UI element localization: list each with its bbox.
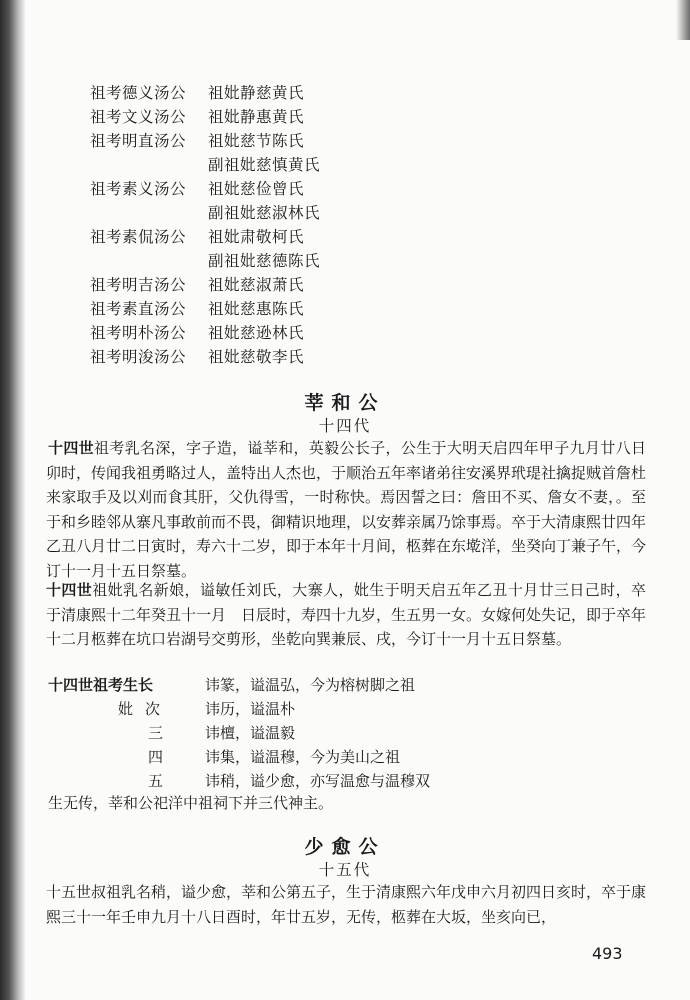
ancestor-row [90, 80, 320, 104]
ancestor-row [90, 296, 320, 320]
husband-name: 祖考德义汤公 [90, 84, 187, 102]
children-list [48, 672, 430, 792]
generation-lead: 十四世 [48, 439, 95, 457]
child-row [48, 696, 430, 720]
wife-name: 祖妣静惠黄氏 [208, 108, 305, 126]
wife-name: 副祖妣慈淑林氏 [208, 204, 321, 222]
generation-lead: 十四世 [46, 581, 93, 599]
husband-name: 祖考明朴汤公 [90, 324, 187, 342]
paragraph-text: 祖考乳名深，字子造，谥莘和，英毅公长子，公生于大明天启四年甲子九月廿八日卯时，传闻我祖勇略过人，盖特出人杰也，于顺治五年率诸弟往安溪界玳瑅社擒捉贼首詹杜来家取手及以刈而食其肝，父仇得雪，一时称快。焉因誓之曰：詹田不买、詹女不妻，。至于和乡睦邻从寨凡事敢前而不畏，御精识地理，以安葬亲属乃馀事焉。卒于大清康熙廿四年乙丑八月廿二日寅时，寿六十二岁，即于本年十月间，柩葬在东墘洋，坐癸向丁兼子午，今订十一月十五日祭墓。 [46, 439, 647, 580]
child-desc: 讳篆，谥温弘，今为榕树脚之祖 [205, 675, 416, 694]
child-relation: 五 [148, 771, 164, 790]
wife-name: 祖妣慈俭曾氏 [208, 180, 305, 198]
child-relation: 十四世祖考生长 [48, 675, 154, 694]
husband-name: 祖考文义汤公 [90, 108, 187, 126]
page-corner-shadow [676, 0, 690, 40]
husband-name: 祖考素直汤公 [90, 300, 187, 318]
ancestor-row [90, 224, 320, 248]
child-row [48, 672, 430, 696]
husband-name: 祖考明吉汤公 [90, 276, 187, 294]
husband-name: 祖考明直汤公 [90, 132, 187, 150]
section-title: 少愈公 [304, 836, 386, 858]
child-row [48, 720, 430, 744]
ancestor-row [90, 176, 320, 200]
child-relation: 四 [148, 747, 164, 766]
husband-name: 祖考素侃汤公 [90, 228, 187, 246]
ancestor-row [90, 248, 320, 272]
biography-paragraph [46, 578, 646, 652]
generation-label: 十四代 [318, 417, 372, 435]
ancestor-row [90, 104, 320, 128]
closing-note: 生无传，莘和公祀洋中祖祠下并三代神主。 [48, 794, 334, 812]
ancestor-row [90, 344, 320, 368]
wife-name: 祖妣慈逊林氏 [208, 324, 305, 342]
wife-name: 副祖妣慈德陈氏 [208, 252, 321, 270]
page-number: 493 [592, 944, 623, 963]
wife-name: 祖妣肃敬柯氏 [208, 228, 305, 246]
section-title: 莘和公 [304, 392, 386, 414]
wife-name: 祖妣静慈黄氏 [208, 84, 305, 102]
child-desc: 讳集，谥温穆，今为美山之祖 [205, 747, 401, 766]
child-desc: 讳檀，谥温毅 [205, 723, 296, 742]
husband-name: 祖考素义汤公 [90, 180, 187, 198]
ancestor-row [90, 128, 320, 152]
generation-label: 十五代 [318, 861, 372, 879]
wife-name: 祖妣慈敬李氏 [208, 348, 305, 366]
ancestor-row [90, 272, 320, 296]
wife-name: 祖妣慈节陈氏 [208, 132, 305, 150]
biography-paragraph: 十五世叔祖乳名稍，谥少愈，莘和公第五子，生于清康熙六年戊申六月初四日亥时，卒于康熙三十一年壬申九月十八日酉时，年廿五岁，无传，柩葬在大坂，坐亥向已， [46, 883, 647, 926]
child-row [48, 768, 430, 792]
child-relation: 妣次 [118, 699, 173, 718]
child-row [48, 744, 430, 768]
biography-paragraph [46, 436, 646, 583]
ancestor-row [90, 320, 320, 344]
wife-name: 祖妣慈淑萧氏 [208, 276, 305, 294]
child-desc: 讳稍，谥少愈，亦写温愈与温穆双 [205, 771, 431, 790]
child-desc: 讳历，谥温朴 [205, 699, 296, 718]
ancestor-list [90, 80, 320, 368]
ancestor-row [90, 200, 320, 224]
husband-name: 祖考明浚汤公 [90, 348, 187, 366]
wife-name: 祖妣慈惠陈氏 [208, 300, 305, 318]
ancestor-row [90, 152, 320, 176]
wife-name: 副祖妣慈慎黄氏 [208, 156, 321, 174]
child-relation: 三 [148, 723, 164, 742]
paragraph-text: 祖妣乳名新娘，谥敏任刘氏，大寨人，妣生于明天启五年乙丑十月廿三日己时，卒于清康熙十二年癸丑十一月 日辰时，寿四十九岁，生五男一女。女嫁何处失记，即于卒年十二月柩葬在坑口岩湖号交剪形，坐乾向巽兼辰、戌，今订十一月十五日祭墓。 [46, 581, 647, 648]
